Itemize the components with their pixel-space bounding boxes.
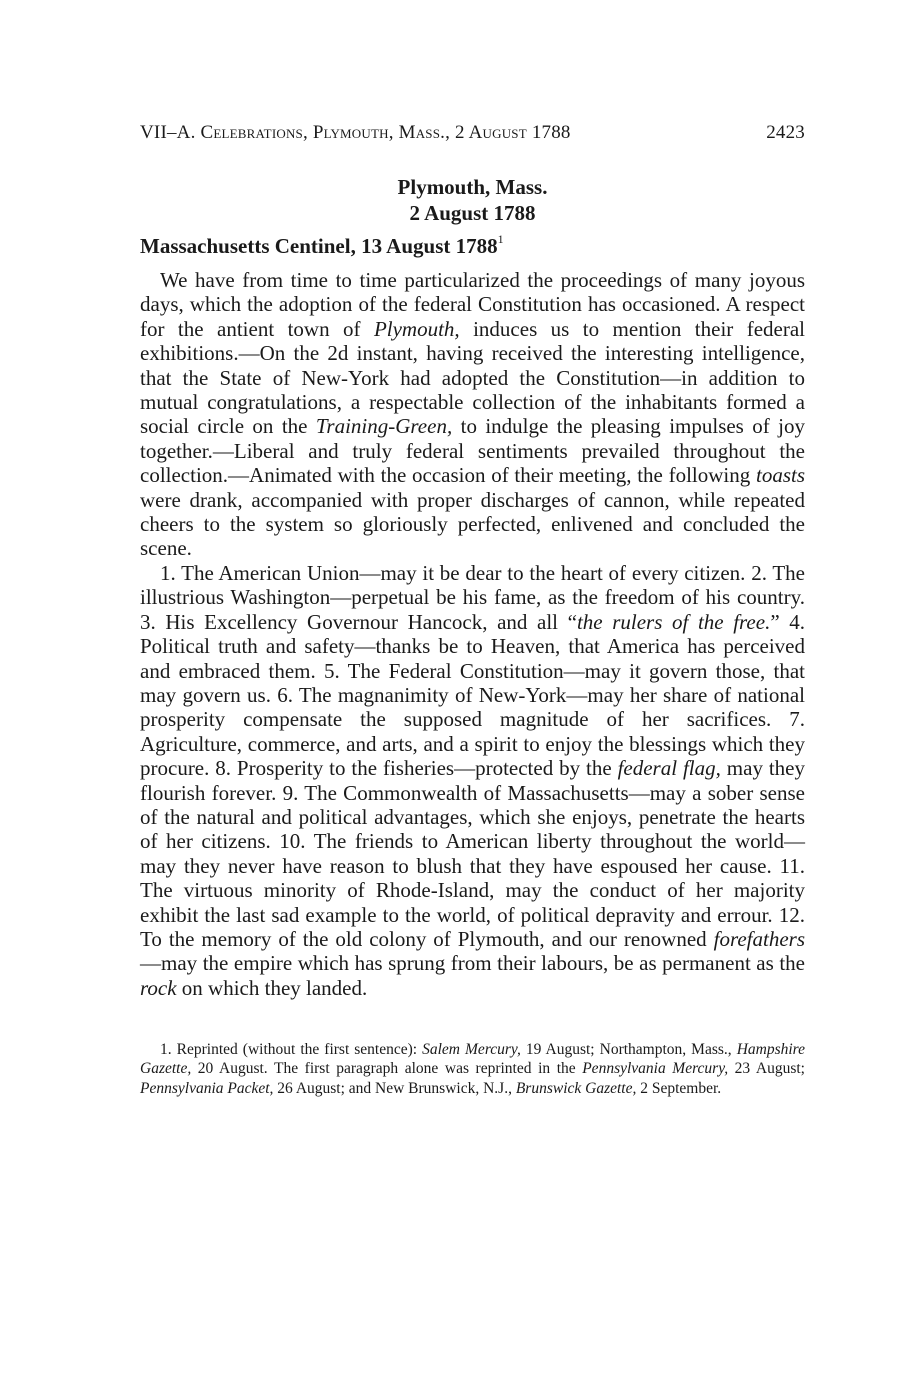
italic-run: Plymouth, — [373, 316, 460, 341]
italic-run: Hampshire Gazette, — [140, 1041, 805, 1078]
dateline-place: Plymouth, Mass. — [397, 175, 548, 199]
running-head-title: VII–A. Celebrations, Plymouth, Mass., 2 August 1788 — [140, 122, 571, 143]
source-title: Massachusetts Centinel, 13 August 1788 — [140, 234, 498, 258]
italic-run: Salem Mercury, — [422, 1041, 521, 1058]
paragraph-toasts — [140, 561, 805, 1000]
paragraph-intro — [140, 268, 805, 561]
text-run: on which they landed. — [176, 975, 368, 1000]
text-run: 1. Reprinted (without the first sentence): — [160, 1041, 423, 1058]
text-run: may they flourish forever. 9. The Commonwealth of Massachusetts—may a sober sense of the natural and political advantages, which she enjoys, penetrate the hearts of her citizens. 10. The friends to American liberty throughout the world—may they never have reason to blush that they have espoused her cause. 11. The virtuous minority of Rhode-Island, may the conduct of her majority exhibit the last sad example to the world, of political depravity and errour. 12. To the memory of the old colony of Plymouth, and our renowned — [140, 756, 806, 951]
text-run: to indulge the pleasing impulses of joy together.—Liberal and truly federal sentiments prevailed throughout the collection.—Animated with the occasion of their meeting, the following — [140, 414, 805, 488]
text-run: were drank, accompanied with proper discharges of cannon, while repeated cheers to the system so gloriously perfected, enlivened and concluded the scene. — [140, 487, 805, 561]
italic-run: Pennsylvania Packet, — [140, 1079, 274, 1097]
source-heading — [140, 234, 504, 259]
text-run: 23 August; — [728, 1060, 805, 1078]
italic-run: the rulers of the free. — [576, 609, 771, 634]
italic-run: forefathers — [713, 926, 805, 951]
running-head — [140, 122, 805, 144]
italic-run: Pennsylvania Mercury, — [582, 1060, 729, 1078]
text-run: 2 September. — [636, 1079, 722, 1097]
text-run: 20 August. The first paragraph alone was reprinted in the — [191, 1060, 583, 1078]
italic-run: federal flag, — [617, 756, 721, 781]
dateline-date: 2 August 1788 — [409, 201, 536, 225]
text-run: —may the empire which has sprung from their labours, be as permanent as the — [140, 951, 805, 976]
dateline — [140, 174, 805, 226]
text-run: We have from time to time particularized the proceedings of many joyous days, which the adoption of the federal Constitution has occasioned. A respect for the antient town of — [140, 268, 805, 341]
italic-run: toasts — [755, 463, 805, 488]
text-run: induces us to mention their federal exhibitions.—On the 2d instant, having received the interesting intelligence, that the State of New-York had adopted the Constitution—in addition to mutual congratulations, a respectable collection of the inhabitants formed a social circle on the — [140, 316, 805, 439]
italic-run: rock — [140, 975, 177, 1000]
italic-run: Brunswick Gazette, — [515, 1079, 637, 1097]
italic-run: Training-Green, — [315, 414, 453, 439]
footnote — [140, 1040, 805, 1098]
footnote-text — [140, 1040, 805, 1098]
text-run: 1. The American Union—may it be dear to the heart of every citizen. 2. The illustrious Washington—perpetual be his fame, as the freedom of his country. 3. His Excellency Governour Hancock, and all “ — [140, 560, 805, 634]
article-body — [140, 268, 805, 1000]
text-run: 19 August; Northampton, Mass., — [520, 1041, 737, 1058]
text-run: 26 August; and New Brunswick, N.J., — [273, 1079, 516, 1097]
footnote-reference: 1 — [497, 232, 504, 246]
page-number: 2423 — [766, 122, 805, 143]
text-run: ” 4. Political truth and safety—thanks be to Heaven, that America has perceived and embraced them. 5. The Federal Constitution—may it govern those, that may govern us. 6. The magnanimity of New-York—may her share of national prosperity compensate the supposed magnitude of her sacrifices. 7. Agriculture, commerce, and arts, and a spirit to enjoy the blessings which they procure. 8. Prosperity to the fisheries—protected by the — [140, 609, 806, 781]
